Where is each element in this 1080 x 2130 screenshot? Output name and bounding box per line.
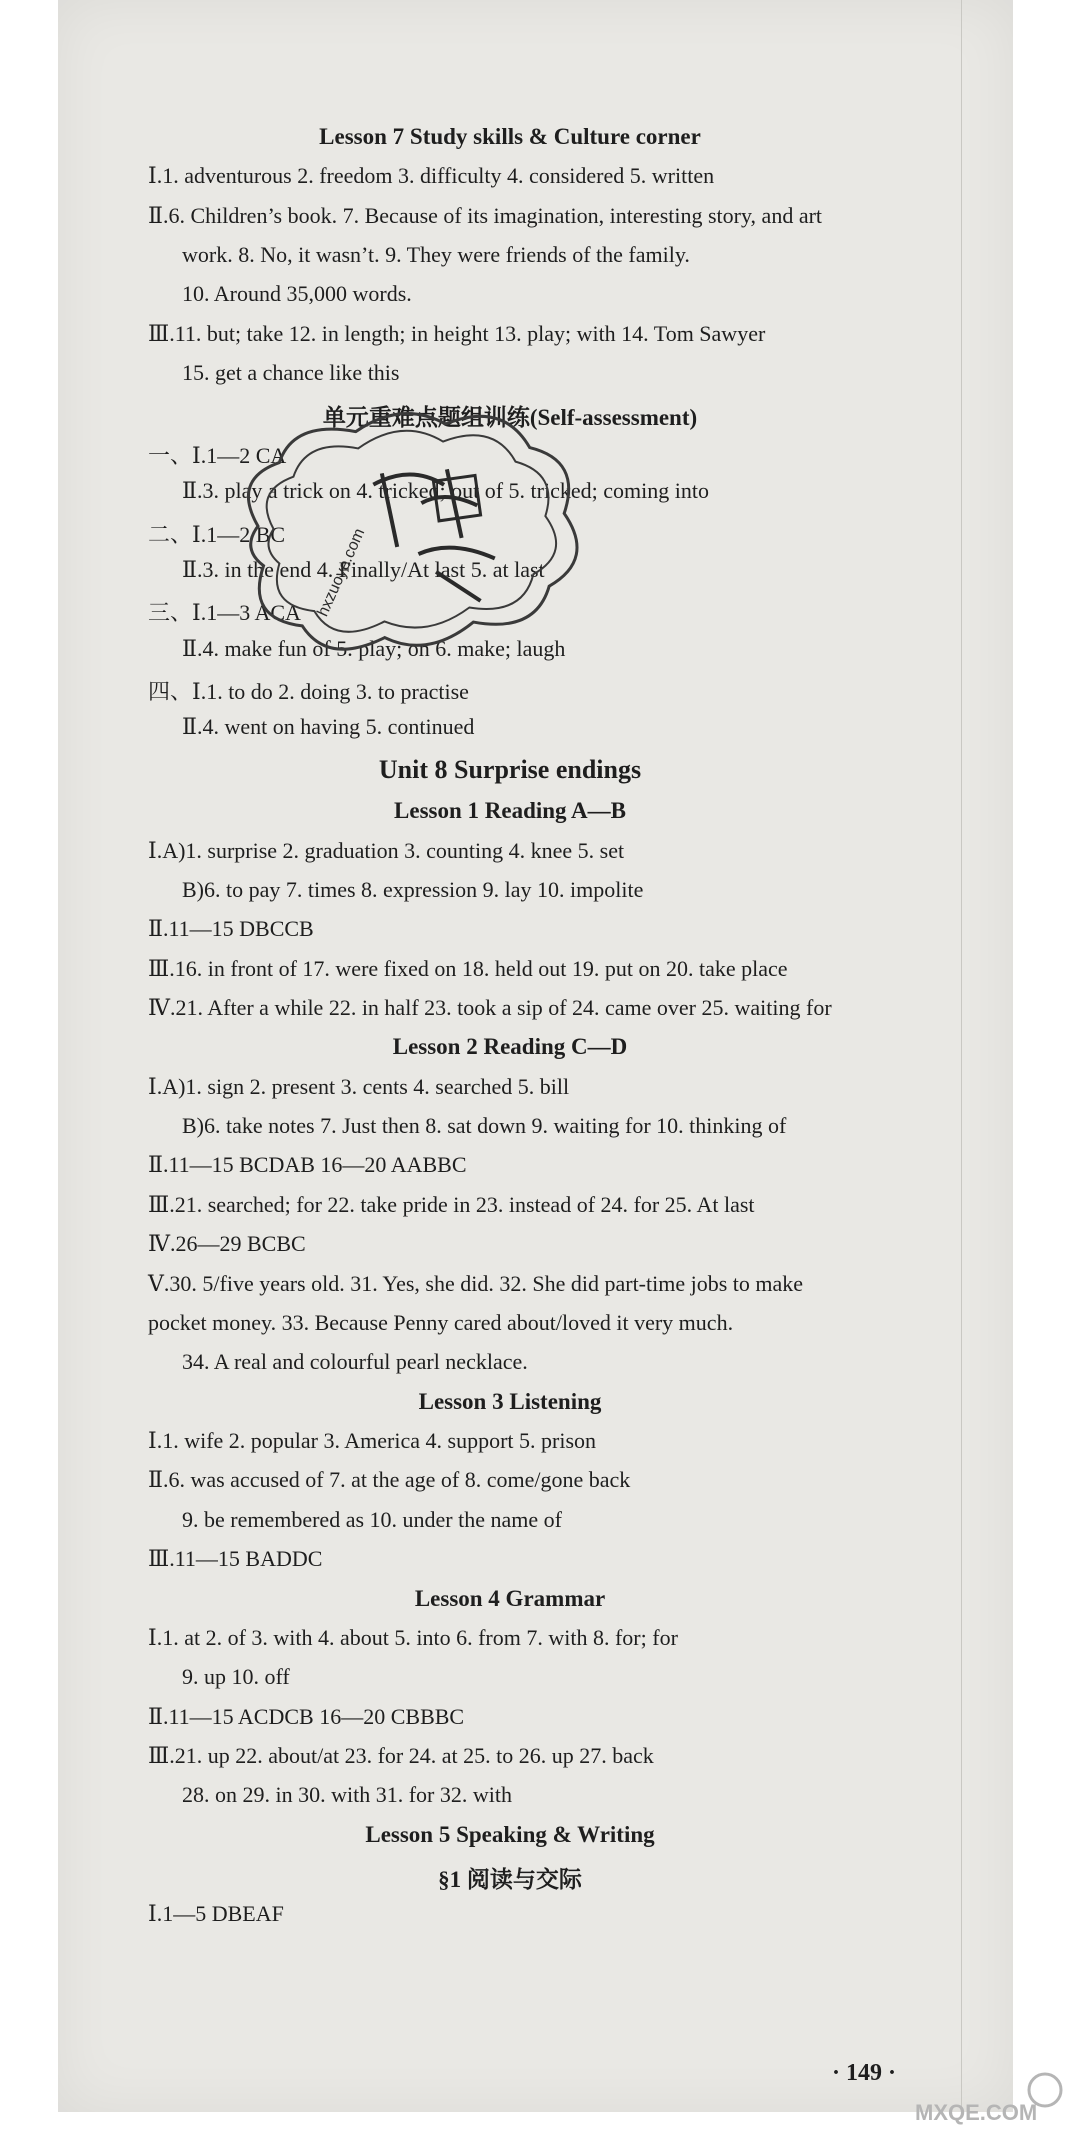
answer-line: B)6. take notes 7. Just then 8. sat down 9. waiting for 10. thinking of <box>182 1113 787 1138</box>
section-heading: Lesson 1 Reading A—B <box>394 798 626 823</box>
answer-line: Ⅰ.1—5 DBEAF <box>148 1901 284 1926</box>
section-heading: Lesson 5 Speaking & Writing <box>365 1822 655 1847</box>
answer-line: Ⅰ.1. wife 2. popular 3. America 4. support 5. prison <box>148 1428 597 1453</box>
answer-line: Ⅳ.21. After a while 22. in half 23. took a sip of 24. came over 25. waiting for <box>148 995 832 1020</box>
section-heading: Lesson 3 Listening <box>418 1389 602 1414</box>
section-heading: §1 阅读与交际 <box>438 1867 582 1892</box>
section-heading: Unit 8 Surprise endings <box>378 755 642 784</box>
answer-line: Ⅰ.A)1. sign 2. present 3. cents 4. searched 5. bill <box>148 1074 570 1099</box>
section-heading: 单元重难点题组训练(Self-assessment) <box>322 405 698 430</box>
answer-line: Ⅱ.6. Children’s book. 7. Because of its imagination, interesting story, and art <box>148 203 823 228</box>
answer-line: Ⅱ.3. in the end 4. Finally/At last 5. at last <box>182 557 545 582</box>
answer-line: Ⅰ.1. at 2. of 3. with 4. about 5. into 6. from 7. with 8. for; for <box>148 1625 678 1650</box>
section-heading: Lesson 4 Grammar <box>414 1586 606 1611</box>
answer-line: Ⅱ.3. play a trick on 4. tricked; out of 5. tricked; coming into <box>182 478 709 503</box>
answer-line: 二、Ⅰ.1—2 BC <box>148 522 286 547</box>
answer-line: work. 8. No, it wasn’t. 9. They were friends of the family. <box>182 242 690 267</box>
answer-line: 9. be remembered as 10. under the name of <box>182 1507 562 1532</box>
answer-line: 15. get a chance like this <box>182 360 400 385</box>
answer-line: Ⅲ.21. up 22. about/at 23. for 24. at 25. to 26. up 27. back <box>148 1743 654 1768</box>
answer-line: Ⅲ.11—15 BADDC <box>148 1546 323 1571</box>
answer-line: Ⅱ.6. was accused of 7. at the age of 8. come/gone back <box>148 1467 631 1492</box>
answer-line: 10. Around 35,000 words. <box>182 281 412 306</box>
answer-line: Ⅰ.A)1. surprise 2. graduation 3. counting 4. knee 5. set <box>148 838 625 863</box>
answer-line: Ⅱ.11—15 DBCCB <box>148 916 314 941</box>
svg-text:MXQE.COM: MXQE.COM <box>915 2100 1038 2125</box>
answer-line: 34. A real and colourful pearl necklace. <box>182 1349 528 1374</box>
stamp-text: hxzuoye.com <box>314 526 369 620</box>
answer-line: Ⅱ.4. went on having 5. continued <box>182 714 475 739</box>
answer-line: Ⅱ.11—15 BCDAB 16—20 AABBC <box>148 1152 467 1177</box>
website-stamp <box>203 370 617 690</box>
answer-line: 28. on 29. in 30. with 31. for 32. with <box>182 1782 512 1807</box>
answer-line: pocket money. 33. Because Penny cared about/loved it very much. <box>148 1310 734 1335</box>
answer-line: Ⅱ.4. make fun of 5. play; on 6. make; laugh <box>182 636 566 661</box>
answer-line: Ⅲ.11. but; take 12. in length; in height 13. play; with 14. Tom Sawyer <box>148 321 766 346</box>
answer-line: Ⅳ.26—29 BCBC <box>148 1231 306 1256</box>
answer-line: Ⅲ.21. searched; for 22. take pride in 23. instead of 24. for 25. At last <box>148 1192 755 1217</box>
answer-line: Ⅲ.16. in front of 17. were fixed on 18. held out 19. put on 20. take place <box>148 956 788 981</box>
answer-line: 一、Ⅰ.1—2 CA <box>148 443 287 468</box>
section-heading: Lesson 2 Reading C—D <box>392 1034 628 1059</box>
answer-line: B)6. to pay 7. times 8. expression 9. lay 10. impolite <box>182 877 644 902</box>
page-number: · 149 · <box>832 2060 897 2086</box>
section-heading: Lesson 7 Study skills & Culture corner <box>319 124 701 149</box>
answer-line: Ⅱ.11—15 ACDCB 16—20 CBBBC <box>148 1704 465 1729</box>
answer-line: Ⅴ.30. 5/five years old. 31. Yes, she did. 32. She did part-time jobs to make <box>148 1271 804 1296</box>
answer-line: Ⅰ.1. adventurous 2. freedom 3. difficulty 4. considered 5. written <box>148 163 715 188</box>
site-watermark <box>905 2070 1075 2128</box>
answer-line: 四、Ⅰ.1. to do 2. doing 3. to practise <box>148 679 469 704</box>
answer-line: 9. up 10. off <box>182 1664 290 1689</box>
answer-line: 三、Ⅰ.1—3 ACA <box>148 600 301 625</box>
